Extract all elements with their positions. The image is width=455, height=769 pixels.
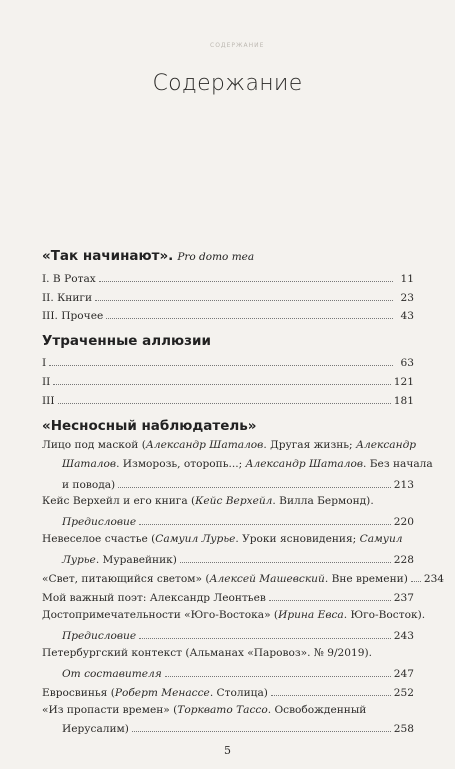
entry-text: . Вилла Бермонд). [272,495,374,507]
section-heading-nesnosny-nablyudatel [42,418,414,434]
toc-entry[interactable] [42,352,414,371]
leader-dots [58,390,391,404]
toc-entry[interactable] [42,718,414,737]
toc-page-number: 228 [393,554,414,566]
entry-text: . Юго-Восток). [343,609,426,621]
toc-entry[interactable] [42,587,414,606]
author-name: Самуил Лурье [155,533,236,545]
section-heading-utrachennye-allyuzii [42,333,414,349]
toc-page-number: 247 [393,668,414,680]
author-name: Шаталов [62,458,117,470]
toc-entry[interactable] [42,625,414,644]
toc-page-number: 243 [393,630,414,642]
leader-dots [139,625,391,639]
leader-dots [139,511,391,525]
leader-dots [49,352,393,366]
toc-page-number: 181 [393,395,414,407]
toc-entry[interactable] [42,474,414,493]
toc-entry[interactable] [42,549,414,568]
toc-entry-title: III [42,395,55,407]
entry-text: . Изморозь, оторопь...; [116,458,246,470]
toc-entry-title: Иерусалим) [62,723,129,735]
leader-dots [411,568,421,582]
section-title: «Несносный наблюдатель» [42,418,257,434]
toc-page-number: 213 [393,479,414,491]
page-number: 5 [224,744,231,757]
leader-dots [118,474,391,488]
toc-entry[interactable] [42,682,414,701]
toc-page-number: 220 [393,516,414,528]
toc-entry[interactable] [42,511,414,530]
entry-text: . Другая жизнь; [263,439,356,451]
toc-page-number: 63 [400,357,414,369]
toc-entry-title: и повода) [62,479,116,491]
toc-entry-title: I [42,357,47,369]
author-name: Самуил [359,533,403,545]
entry-text: . Освобожденный [267,704,367,716]
toc-entry[interactable] [42,390,414,409]
toc-page-number: 121 [393,376,414,388]
toc-entry-line[interactable] [42,530,414,549]
entry-text: «Свет, питающийся светом» ( [42,573,210,585]
toc-page-number: 11 [400,273,414,285]
toc-entry-title: Предисловие [62,630,137,642]
author-name: Александр Шаталов [145,439,264,451]
toc-page-number: 258 [393,723,414,735]
entry-text: Евросвинья ( [42,687,115,699]
toc-entry-title: III. Прочее [42,310,104,322]
section-subtitle: Pro domo mea [177,251,255,263]
author-name: Роберт Менассе [114,687,210,699]
running-header: СОДЕРЖАНИЕ [210,42,265,49]
author-name: Алексей Машевский [209,573,325,585]
leader-dots [271,682,391,696]
toc-page-number: 252 [393,687,414,699]
section-title: Утраченные аллюзии [42,333,211,349]
toc-entry[interactable] [42,568,445,587]
toc-entry[interactable] [42,305,414,324]
toc-entry-line[interactable] [42,606,426,625]
toc-entry-line[interactable] [42,492,414,511]
author-name: Лурье [62,554,96,566]
toc-entry-title: Мой важный поэт: Александр Леонтьев [42,592,266,604]
author-name: Торквато Тассо [177,704,268,716]
leader-dots [53,371,390,385]
entry-text: . Муравейник) [95,554,177,566]
leader-dots [99,268,393,282]
entry-text: . Вне времени) [324,573,408,585]
toc-entry-line[interactable]: Петербургский контекст (Альманах «Паровоз». № 9/2019). [42,647,372,659]
toc-entry-line[interactable] [42,436,417,455]
section-title: «Так начинают». [42,248,174,264]
leader-dots [180,549,391,563]
toc-entry[interactable] [42,663,414,682]
author-name: Ирина Евса [278,609,344,621]
toc-entry-title: II. Книги [42,292,93,304]
section-heading-tak-nachinayut [42,248,414,264]
entry-text: Невеселое счастье ( [42,533,156,545]
entry-text: . Столица) [209,687,268,699]
leader-dots [106,305,393,319]
toc-page-number: 237 [393,592,414,604]
toc-page-number: 23 [400,292,414,304]
toc-entry[interactable] [42,287,414,306]
toc-entry[interactable] [42,268,414,287]
page-title: Содержание [152,71,303,96]
author-name: Александр [356,439,417,451]
toc-entry-title: II [42,376,51,388]
toc-entry[interactable] [42,371,414,390]
toc-entry-line[interactable] [62,455,433,474]
entry-text: «Из пропасти времен» ( [42,704,178,716]
toc-page-number: 43 [400,310,414,322]
entry-text: Кейс Верхейл и его книга ( [42,495,196,507]
entry-text: Достопримечательности «Юго-Востока» ( [42,609,279,621]
leader-dots [132,718,391,732]
toc-page-number: 234 [423,573,445,585]
entry-text: . Уроки ясновидения; [235,533,360,545]
toc-entry-title: I. В Ротах [42,273,96,285]
entry-text: Лицо под маской ( [42,439,146,451]
entry-text: . Без начала [363,458,433,470]
author-name: Кейс Верхейл [195,495,273,507]
author-name: Александр Шаталов [245,458,364,470]
toc-entry-title: Предисловие [62,516,137,528]
leader-dots [95,287,393,301]
toc-entry-title: От составителя [62,668,162,680]
leader-dots [269,587,391,601]
leader-dots [165,663,391,677]
